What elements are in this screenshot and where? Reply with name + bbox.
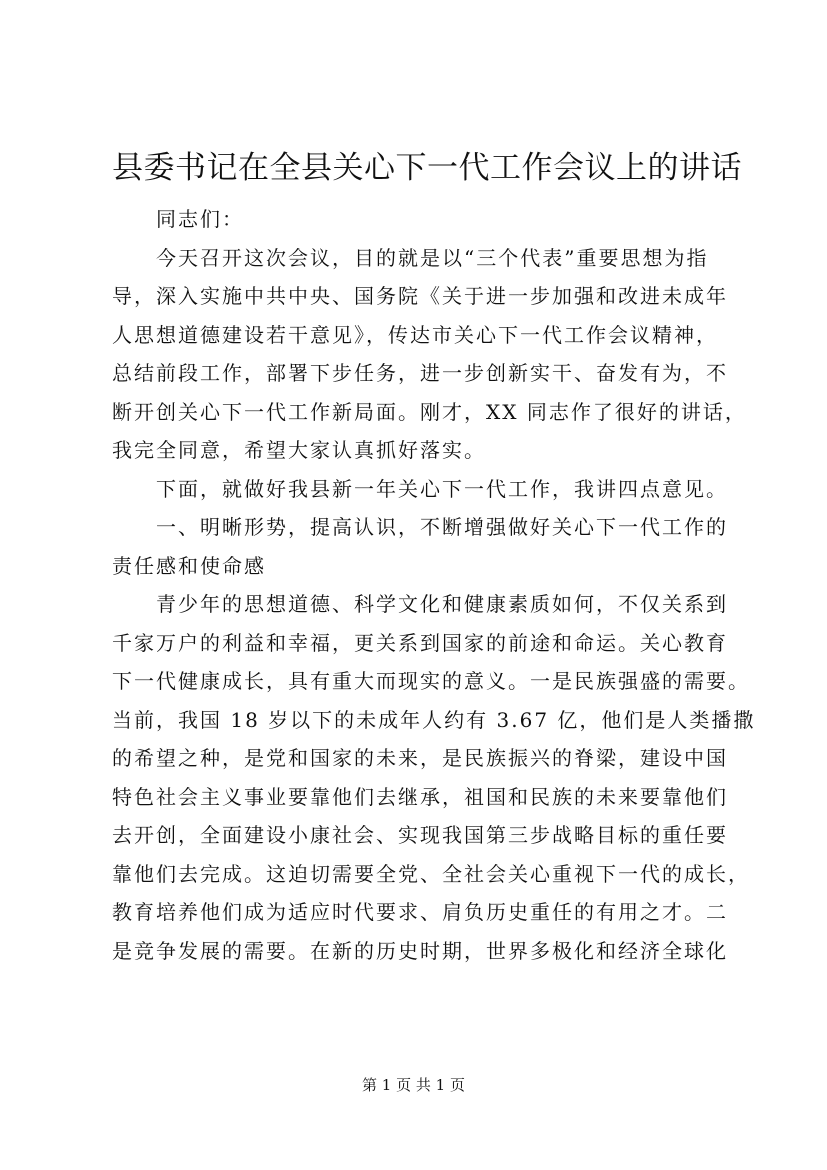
section-heading-line: 责任感和使命感: [112, 553, 266, 578]
body-line: 青少年的思想道德、科学文化和健康素质如何，不仅关系到: [156, 592, 728, 616]
body-line: 去开创，全面建设小康社会、实现我国第三步战略目标的重任要: [112, 823, 728, 847]
body-line: 是竞争发展的需要。在新的历史时期，世界多极化和经济全球化: [112, 938, 728, 963]
body-line: 总结前段工作，部署下步任务，进一步创新实干、奋发有为，不: [112, 361, 728, 385]
body-line: 下面，就做好我县新一年关心下一代工作，我讲四点意见。: [156, 476, 728, 501]
body-line: 导，深入实施中共中央、国务院《关于进一步加强和改进未成年: [112, 284, 728, 308]
body-line: 当前，我国 18 岁以下的未成年人约有 3.67 亿，他们是人类播撒: [112, 707, 756, 732]
body-line: 靠他们去完成。这迫切需要全党、全社会关心重视下一代的成长，: [112, 861, 750, 886]
body-line: 下一代健康成长，具有重大而现实的意义。一是民族强盛的需要。: [112, 669, 750, 693]
section-heading-line: 一、明晰形势，提高认识，不断增强做好关心下一代工作的: [156, 515, 728, 539]
body-line: 断开创关心下一代工作新局面。刚才，XX 同志作了很好的讲话，: [112, 399, 747, 424]
body-line: 今天召开这次会议，目的就是以“三个代表”重要思想为指: [156, 245, 709, 270]
body-line: 千家万户的利益和幸福，更关系到国家的前途和命运。关心教育: [112, 630, 728, 655]
document-title: 县委书记在全县关心下一代工作会议上的讲话: [112, 150, 742, 186]
body-line: 特色社会主义事业要靠他们去继承，祖国和民族的未来要靠他们: [112, 784, 728, 809]
salutation-line: 同志们：: [156, 207, 244, 231]
body-line: 教育培养他们成为适应时代要求、肩负历史重任的有用之才。二: [112, 900, 728, 924]
body-line: 的希望之种，是党和国家的未来，是民族振兴的脊梁，建设中国: [112, 746, 728, 770]
body-line: 我完全同意，希望大家认真抓好落实。: [112, 438, 486, 462]
page-footer: 第 1 页 共 1 页: [362, 1076, 465, 1094]
body-line: 人思想道德建设若干意见》，传达市关心下一代工作会议精神，: [112, 322, 718, 347]
document-body: [112, 200, 756, 970]
